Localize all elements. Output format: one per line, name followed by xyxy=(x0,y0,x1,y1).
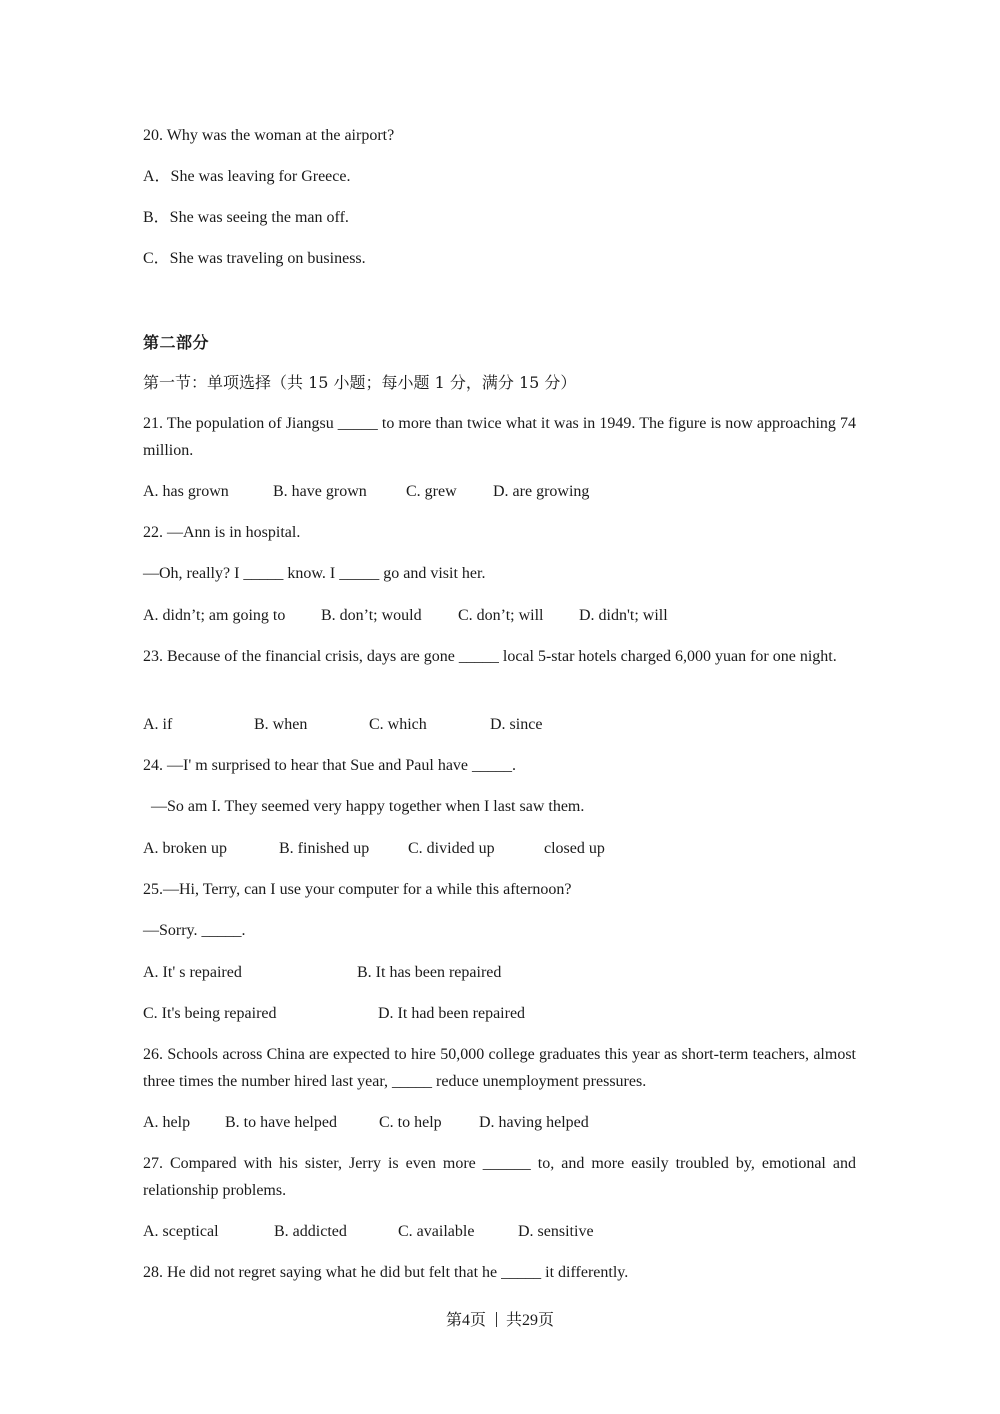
question-21-stem: 21. The population of Jiangsu _____ to more than twice what it was in 1949. The figure is now approaching 74 million. xyxy=(143,415,856,459)
question-27-option-b: B. addicted xyxy=(274,1223,347,1240)
question-25-option-a: A. It' s repaired xyxy=(143,964,242,981)
question-26-option-b: B. to have helped xyxy=(225,1114,337,1131)
question-24-option-c: C. divided up xyxy=(408,840,495,857)
question-28-stem: 28. He did not regret saying what he did but felt that he _____ it differently. xyxy=(143,1264,629,1281)
question-22-option-b: B. don’t; would xyxy=(321,607,422,624)
part-2-title: 第二部分 xyxy=(143,333,210,352)
question-22-option-a: A. didn’t; am going to xyxy=(143,607,286,624)
question-23-option-c: C. which xyxy=(369,716,427,733)
question-24-stem: 24. —I' m surprised to hear that Sue and Paul have _____. xyxy=(143,757,517,774)
question-27-option-a: A. sceptical xyxy=(143,1223,219,1240)
question-24-option-d: closed up xyxy=(544,840,605,857)
question-23-option-d: D. since xyxy=(490,716,543,733)
question-22-option-c: C. don’t; will xyxy=(458,607,544,624)
question-23-stem: 23. Because of the financial crisis, days are gone _____ local 5-star hotels charged 6,000 yuan for one night. xyxy=(143,648,837,665)
question-27-option-c: C. available xyxy=(398,1223,475,1240)
page-total: 共29页 xyxy=(506,1312,555,1329)
question-20-option-b: B．She was seeing the man off. xyxy=(143,209,349,226)
question-23-option-a: A. if xyxy=(143,716,173,733)
question-27-stem: 27. Compared with his sister, Jerry is even more ______ to, and more easily troubled by, emotional and relationship problems. xyxy=(143,1155,856,1199)
question-25-option-d: D. It had been repaired xyxy=(378,1005,526,1022)
question-21-option-a: A. has grown xyxy=(143,483,229,500)
page-number: 第4页 xyxy=(445,1312,486,1329)
question-26-option-a: A. help xyxy=(143,1114,191,1131)
question-26-option-c: C. to help xyxy=(379,1114,442,1131)
question-24-dialogue: —So am I. They seemed very happy together when I last saw them. xyxy=(151,798,585,815)
question-24-option-b: B. finished up xyxy=(279,840,370,857)
page-footer xyxy=(0,1311,1000,1331)
question-26-stem: 26. Schools across China are expected to hire 50,000 college graduates this year as short-term teachers, almost three times the number hired last year, _____ reduce unemployment pressures. xyxy=(143,1046,856,1090)
question-25-option-b: B. It has been repaired xyxy=(357,964,502,981)
question-25-dialogue: —Sorry. _____. xyxy=(143,922,246,939)
question-20-option-a: A．She was leaving for Greece. xyxy=(143,168,351,185)
question-22-dialogue: —Oh, really? I _____ know. I _____ go and visit her. xyxy=(143,565,486,582)
question-22-stem: 22. —Ann is in hospital. xyxy=(143,524,301,541)
question-21-option-c: C. grew xyxy=(406,483,457,500)
question-20-option-c: C．She was traveling on business. xyxy=(143,250,366,267)
question-23-option-b: B. when xyxy=(254,716,308,733)
question-21-option-b: B. have grown xyxy=(273,483,367,500)
footer-divider xyxy=(496,1312,497,1327)
question-22-option-d: D. didn't; will xyxy=(579,607,668,624)
question-20-stem: 20. Why was the woman at the airport? xyxy=(143,127,395,144)
question-21-option-d: D. are growing xyxy=(493,483,590,500)
question-26-option-d: D. having helped xyxy=(479,1114,589,1131)
question-24-option-a: A. broken up xyxy=(143,840,227,857)
question-27-option-d: D. sensitive xyxy=(518,1223,594,1240)
question-25-option-c: C. It's being repaired xyxy=(143,1005,277,1022)
question-25-stem: 25.—Hi, Terry, can I use your computer for a while this afternoon? xyxy=(143,881,572,898)
section-1-instructions: 第一节：单项选择（共 15 小题；每小题 1 分，满分 15 分） xyxy=(143,373,577,392)
